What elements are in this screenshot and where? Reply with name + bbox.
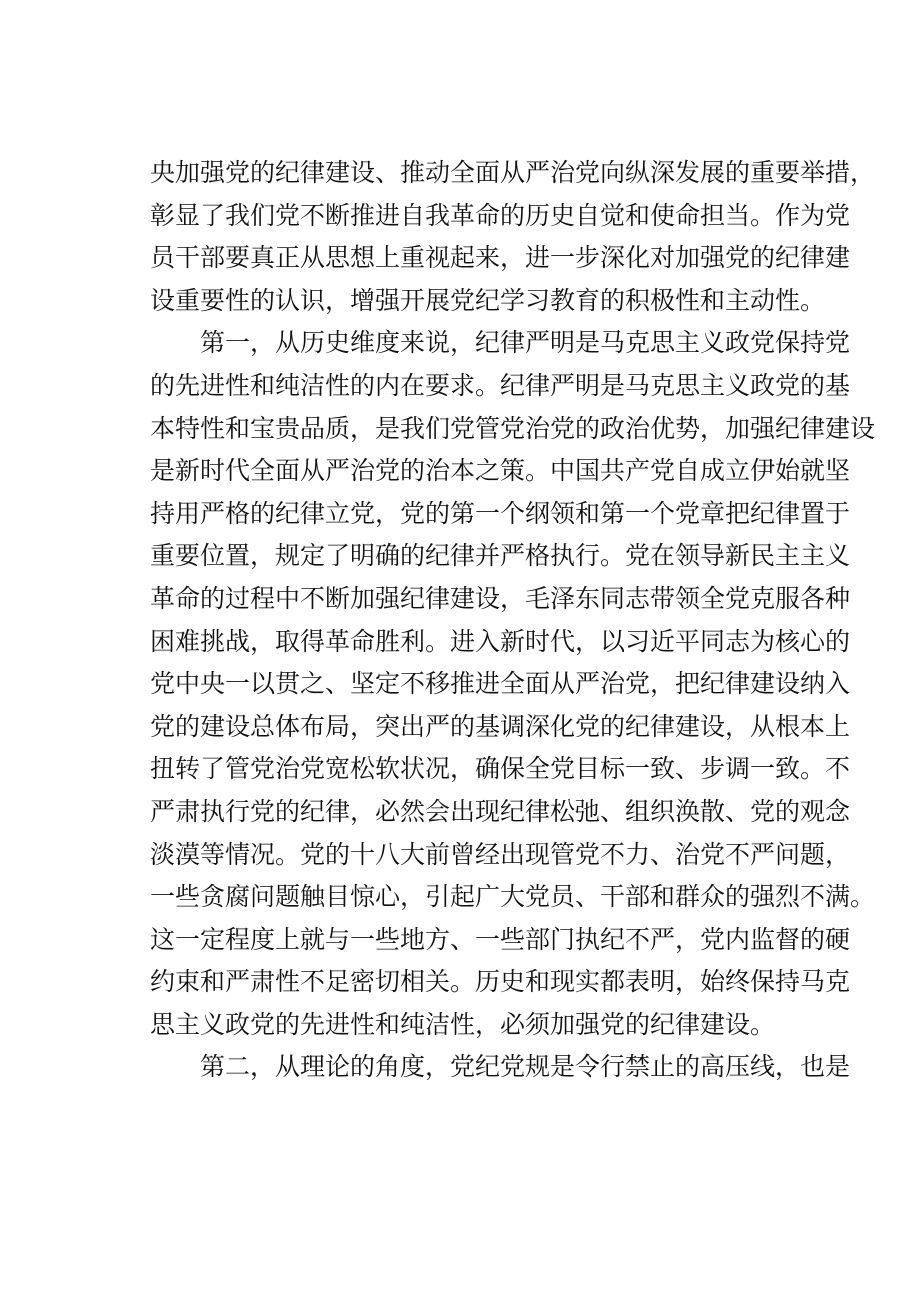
text-line: 革命的过程中不断加强纪律建设，毛泽东同志带领全党克服各种: [150, 583, 851, 613]
body-text: [150, 152, 876, 1089]
text-line: 重要位置，规定了明确的纪律并严格执行。党在领导新民主主义: [150, 541, 851, 571]
text-line: 约束和严肃性不足密切相关。历史和现实都表明，始终保持马克: [150, 967, 851, 997]
text-line: 设重要性的认识，增强开展党纪学习教育的积极性和主动性。: [150, 285, 826, 315]
text-line: 第二，从理论的角度，党纪党规是令行禁止的高压线，也是: [200, 1052, 851, 1082]
text-line: 第一，从历史维度来说，纪律严明是马克思主义政党保持党: [200, 328, 851, 358]
text-line: 员干部要真正从思想上重视起来，进一步深化对加强党的纪律建: [150, 243, 851, 273]
paragraph-second-point: [150, 1046, 851, 1089]
text-line: 困难挑战，取得革命胜利。进入新时代，以习近平同志为核心的: [150, 626, 851, 656]
text-line: 党的建设总体布局，突出严的基调深化党的纪律建设，从根本上: [150, 711, 851, 741]
paragraph-intro-continuation: [150, 152, 876, 322]
text-line: 思主义政党的先进性和纯洁性，必须加强党的纪律建设。: [150, 1009, 776, 1039]
text-line: 彰显了我们党不断推进自我革命的历史自觉和使命担当。作为党: [150, 200, 851, 230]
text-line: 一些贪腐问题触目惊心，引起广大党员、干部和群众的强烈不满。: [150, 882, 876, 912]
text-line: 党中央一以贯之、坚定不移推进全面从严治党，把纪律建设纳入: [150, 669, 851, 699]
paragraph-first-point: [150, 322, 876, 1046]
text-line: 本特性和宝贵品质，是我们党管党治党的政治优势，加强纪律建设: [150, 413, 876, 443]
text-line: 央加强党的纪律建设、推动全面从严治党向纵深发展的重要举措，: [150, 158, 876, 187]
text-line: 的先进性和纯洁性的内在要求。纪律严明是马克思主义政党的基: [150, 370, 851, 400]
text-line: 是新时代全面从严治党的治本之策。中国共产党自成立伊始就坚: [150, 456, 851, 486]
text-line: 持用严格的纪律立党，党的第一个纲领和第一个党章把纪律置于: [150, 498, 851, 528]
text-line: 这一定程度上就与一些地方、一些部门执纪不严，党内监督的硬: [150, 924, 851, 954]
text-line: 淡漠等情况。党的十八大前曾经出现管党不力、治党不严问题，: [150, 839, 851, 869]
text-line: 严肃执行党的纪律，必然会出现纪律松弛、组织涣散、党的观念: [150, 796, 851, 826]
text-line: 扭转了管党治党宽松软状况，确保全党目标一致、步调一致。不: [150, 754, 851, 784]
